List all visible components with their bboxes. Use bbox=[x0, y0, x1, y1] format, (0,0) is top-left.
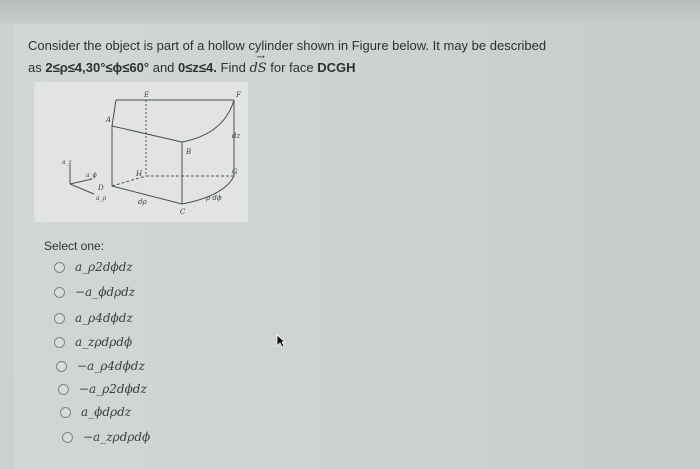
option-text: −a_zρdρdϕ bbox=[83, 430, 151, 444]
radio-icon[interactable] bbox=[54, 262, 65, 273]
label-A: A bbox=[106, 116, 112, 124]
answer-option-6[interactable] bbox=[58, 380, 147, 398]
label-G: G bbox=[232, 168, 238, 176]
cylinder-figure bbox=[34, 82, 248, 222]
option-text: −a_ϕdρdz bbox=[75, 285, 136, 299]
phi-bounds: 30°≤ϕ≤60° bbox=[85, 60, 150, 75]
answer-option-2[interactable] bbox=[54, 283, 135, 301]
question-text-line1: Consider the object is part of a hollow cylinder shown in Figure below. It may be described bbox=[28, 38, 547, 53]
label-C: C bbox=[180, 208, 186, 216]
z-bounds: 0≤z≤4. bbox=[178, 60, 217, 75]
answer-option-3[interactable] bbox=[54, 309, 133, 327]
option-text: −a_ρ2dϕdz bbox=[79, 382, 147, 396]
label-F: F bbox=[236, 91, 241, 99]
answer-option-7[interactable] bbox=[60, 403, 131, 421]
radio-icon[interactable] bbox=[58, 384, 69, 395]
radio-icon[interactable] bbox=[56, 361, 67, 372]
label-E: E bbox=[144, 91, 150, 99]
rho-bounds: 2≤ρ≤4, bbox=[45, 60, 86, 75]
label-rho-dphi: ρ dϕ bbox=[206, 194, 222, 202]
answer-option-8[interactable] bbox=[62, 428, 150, 446]
find-text: Find bbox=[220, 60, 246, 75]
answer-option-1[interactable] bbox=[54, 258, 133, 276]
vector-arrow-icon: → bbox=[256, 52, 265, 63]
option-text: a_ϕdρdz bbox=[81, 405, 132, 419]
label-H: H bbox=[136, 170, 143, 178]
radio-icon[interactable] bbox=[54, 287, 65, 298]
prefix-text: as bbox=[28, 60, 42, 75]
and-text: and bbox=[152, 60, 175, 75]
option-text: a_ρ4dϕdz bbox=[75, 311, 133, 325]
option-text: a_ρ2dϕdz bbox=[75, 260, 133, 274]
face-name: DCGH bbox=[317, 60, 356, 75]
select-one-label: Select one: bbox=[44, 239, 105, 253]
label-dz: dz bbox=[232, 132, 241, 140]
option-text: a_zρdρdϕ bbox=[75, 335, 133, 349]
label-aphi: a_ϕ bbox=[86, 172, 97, 179]
answer-option-4[interactable] bbox=[54, 333, 132, 351]
label-arho: a_ρ bbox=[96, 195, 107, 202]
option-text: −a_ρ4dϕdz bbox=[77, 359, 145, 373]
radio-icon[interactable] bbox=[60, 407, 71, 418]
label-az: a_z bbox=[62, 159, 72, 166]
top-strip bbox=[0, 0, 700, 24]
label-B: B bbox=[186, 148, 192, 156]
label-D: D bbox=[98, 184, 104, 192]
question-text-line2 bbox=[28, 52, 356, 76]
radio-icon[interactable] bbox=[62, 432, 73, 443]
for-face-text: for face bbox=[270, 60, 314, 75]
ds-vector: → dS bbox=[249, 52, 267, 76]
cylinder-diagram bbox=[34, 82, 248, 222]
radio-icon[interactable] bbox=[54, 313, 65, 324]
label-drho: dρ bbox=[138, 198, 147, 206]
mouse-cursor-icon bbox=[276, 334, 286, 348]
answer-option-5[interactable] bbox=[56, 357, 145, 375]
radio-icon[interactable] bbox=[54, 337, 65, 348]
